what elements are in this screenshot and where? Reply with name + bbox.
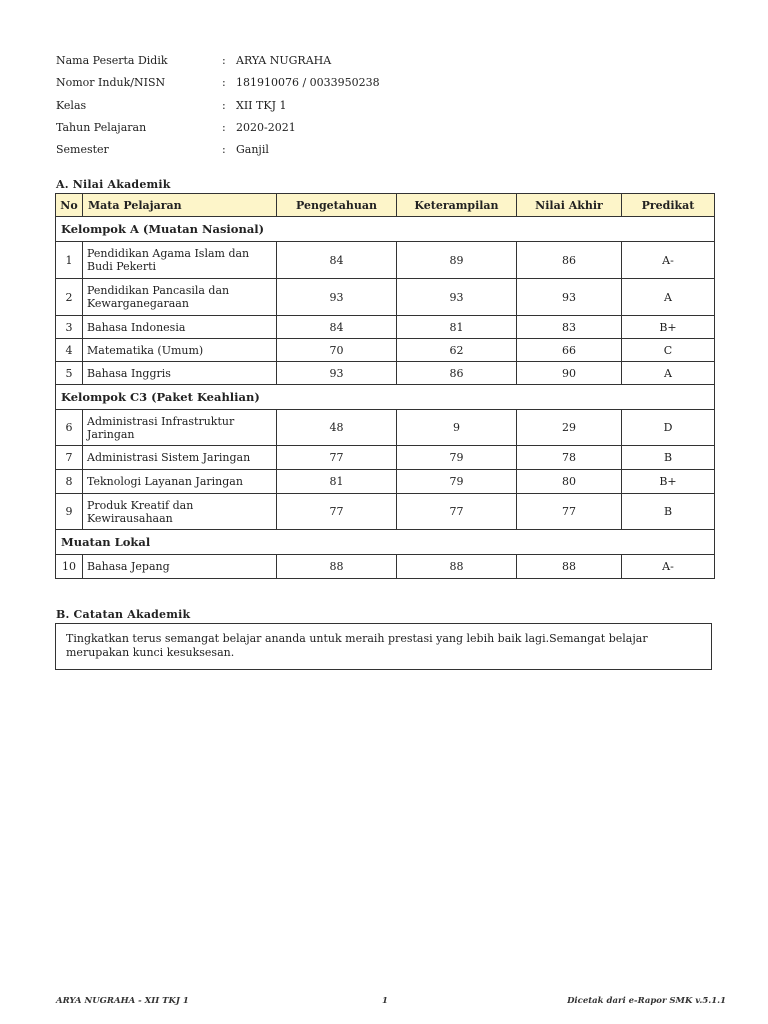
info-colon: : bbox=[222, 143, 226, 157]
cell-knowledge: 48 bbox=[277, 410, 397, 446]
table-row bbox=[56, 555, 715, 579]
info-colon: : bbox=[222, 54, 226, 67]
cell-final: 77 bbox=[517, 494, 622, 530]
cell-final: 88 bbox=[517, 555, 622, 579]
cell-skills: 79 bbox=[397, 446, 517, 470]
cell-skills: 81 bbox=[397, 316, 517, 339]
cell-no: 7 bbox=[56, 446, 83, 470]
table-header-row bbox=[56, 194, 715, 217]
cell-subject: Teknologi Layanan Jaringan bbox=[83, 470, 277, 494]
footer-student: ARYA NUGRAHA - XII TKJ 1 bbox=[56, 996, 189, 1006]
cell-subject: Administrasi Infrastruktur Jaringan bbox=[83, 410, 277, 446]
cell-no: 4 bbox=[56, 339, 83, 362]
table-row bbox=[56, 362, 715, 385]
cell-knowledge: 84 bbox=[277, 242, 397, 279]
cell-predicate: A bbox=[622, 362, 715, 385]
cell-final: 29 bbox=[517, 410, 622, 446]
group-title: Kelompok C3 (Paket Keahlian) bbox=[56, 385, 715, 410]
cell-final: 86 bbox=[517, 242, 622, 279]
info-value: 181910076 / 0033950238 bbox=[236, 76, 380, 90]
table-row bbox=[56, 410, 715, 446]
cell-predicate: C bbox=[622, 339, 715, 362]
cell-skills: 79 bbox=[397, 470, 517, 494]
info-value: 2020-2021 bbox=[236, 120, 296, 134]
cell-subject: Produk Kreatif dan Kewirausahaan bbox=[83, 494, 277, 530]
info-label: Semester bbox=[56, 143, 109, 157]
table-row bbox=[56, 316, 715, 339]
cell-final: 66 bbox=[517, 339, 622, 362]
cell-skills: 86 bbox=[397, 362, 517, 385]
cell-predicate: A bbox=[622, 279, 715, 316]
cell-predicate: D bbox=[622, 410, 715, 446]
cell-no: 8 bbox=[56, 470, 83, 494]
cell-no: 10 bbox=[56, 555, 83, 579]
cell-no: 2 bbox=[56, 279, 83, 316]
cell-predicate: A- bbox=[622, 242, 715, 279]
cell-knowledge: 77 bbox=[277, 446, 397, 470]
table-row bbox=[56, 242, 715, 279]
cell-skills: 93 bbox=[397, 279, 517, 316]
group-row bbox=[56, 530, 715, 555]
col-header-no: No bbox=[56, 194, 83, 217]
info-value: Ganjil bbox=[236, 143, 269, 157]
cell-subject: Pendidikan Agama Islam dan Budi Pekerti bbox=[83, 242, 277, 279]
section-title-notes: B. Catatan Akademik bbox=[56, 608, 191, 621]
info-colon: : bbox=[222, 98, 226, 112]
group-row bbox=[56, 385, 715, 410]
table-row bbox=[56, 279, 715, 316]
cell-no: 1 bbox=[56, 242, 83, 279]
table-row bbox=[56, 446, 715, 470]
col-header-predicate: Predikat bbox=[622, 194, 715, 217]
info-label: Tahun Pelajaran bbox=[56, 120, 147, 134]
cell-no: 9 bbox=[56, 494, 83, 530]
info-value: XII TKJ 1 bbox=[236, 98, 287, 112]
cell-final: 83 bbox=[517, 316, 622, 339]
info-value: ARYA NUGRAHA bbox=[236, 54, 332, 67]
col-header-skills: Keterampilan bbox=[397, 194, 517, 217]
academic-notes-box: Tingkatkan terus semangat belajar ananda untuk meraih prestasi yang lebih baik lagi.Semangat belajar merupakan kunci kesuksesan. bbox=[55, 623, 712, 670]
cell-skills: 62 bbox=[397, 339, 517, 362]
cell-knowledge: 88 bbox=[277, 555, 397, 579]
col-header-subject: Mata Pelajaran bbox=[83, 194, 277, 217]
cell-subject: Bahasa Inggris bbox=[83, 362, 277, 385]
table-row bbox=[56, 470, 715, 494]
cell-knowledge: 70 bbox=[277, 339, 397, 362]
cell-subject: Pendidikan Pancasila dan Kewarganegaraan bbox=[83, 279, 277, 316]
cell-predicate: B+ bbox=[622, 316, 715, 339]
cell-subject: Bahasa Jepang bbox=[83, 555, 277, 579]
cell-predicate: B bbox=[622, 494, 715, 530]
grades-table bbox=[55, 193, 715, 579]
cell-predicate: A- bbox=[622, 555, 715, 579]
cell-subject: Matematika (Umum) bbox=[83, 339, 277, 362]
cell-knowledge: 84 bbox=[277, 316, 397, 339]
cell-predicate: B bbox=[622, 446, 715, 470]
col-header-knowledge: Pengetahuan bbox=[277, 194, 397, 217]
cell-knowledge: 81 bbox=[277, 470, 397, 494]
cell-skills: 89 bbox=[397, 242, 517, 279]
cell-knowledge: 93 bbox=[277, 362, 397, 385]
col-header-final: Nilai Akhir bbox=[517, 194, 622, 217]
section-title-grades: A. Nilai Akademik bbox=[56, 178, 171, 191]
cell-no: 5 bbox=[56, 362, 83, 385]
cell-no: 3 bbox=[56, 316, 83, 339]
info-label: Kelas bbox=[56, 98, 87, 112]
cell-skills: 77 bbox=[397, 494, 517, 530]
info-colon: : bbox=[222, 120, 226, 134]
cell-predicate: B+ bbox=[622, 470, 715, 494]
table-row bbox=[56, 339, 715, 362]
cell-skills: 88 bbox=[397, 555, 517, 579]
cell-knowledge: 93 bbox=[277, 279, 397, 316]
cell-final: 93 bbox=[517, 279, 622, 316]
info-label: Nomor Induk/NISN bbox=[56, 76, 166, 90]
footer-printed-by: Dicetak dari e-Rapor SMK v.5.1.1 bbox=[567, 996, 726, 1006]
info-colon: : bbox=[222, 76, 226, 90]
cell-final: 80 bbox=[517, 470, 622, 494]
group-title: Kelompok A (Muatan Nasional) bbox=[56, 217, 715, 242]
cell-knowledge: 77 bbox=[277, 494, 397, 530]
cell-skills: 9 bbox=[397, 410, 517, 446]
cell-subject: Bahasa Indonesia bbox=[83, 316, 277, 339]
cell-final: 78 bbox=[517, 446, 622, 470]
cell-final: 90 bbox=[517, 362, 622, 385]
cell-subject: Administrasi Sistem Jaringan bbox=[83, 446, 277, 470]
footer-page-number: 1 bbox=[382, 996, 388, 1006]
group-row bbox=[56, 217, 715, 242]
table-row bbox=[56, 494, 715, 530]
group-title: Muatan Lokal bbox=[56, 530, 715, 555]
info-label: Nama Peserta Didik bbox=[56, 54, 168, 67]
cell-no: 6 bbox=[56, 410, 83, 446]
